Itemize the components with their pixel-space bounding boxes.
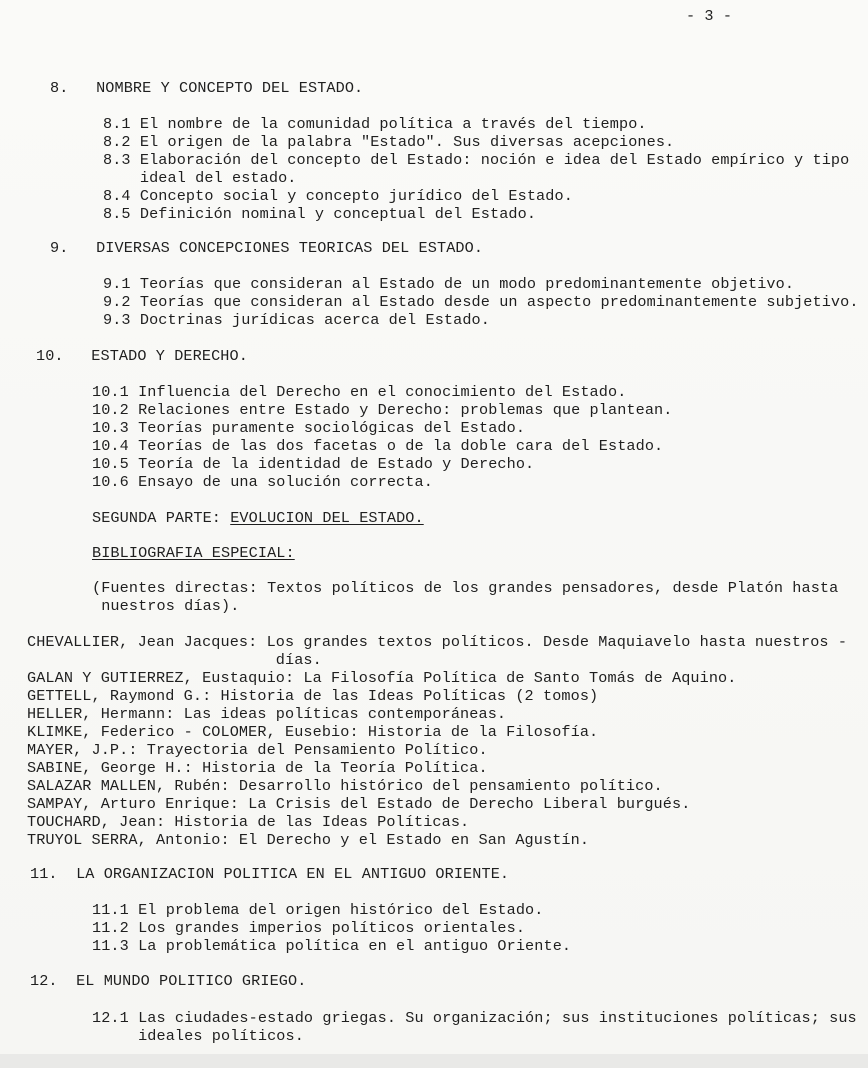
section-8-item: 8.5 Definición nominal y conceptual del Estado. [103,205,537,223]
bibliography-entry: HELLER, Hermann: Las ideas políticas contemporáneas. [27,705,507,723]
section-10-item: 10.1 Influencia del Derecho en el conocimiento del Estado. [92,383,627,401]
section-12-item: 12.1 Las ciudades-estado griegas. Su organización; sus instituciones políticas; sus [92,1009,857,1027]
section-11-item: 11.3 La problemática política en el antiguo Oriente. [92,937,572,955]
segunda-parte-heading [92,510,424,528]
bibliografia-note: (Fuentes directas: Textos políticos de los grandes pensadores, desde Platón hasta [92,579,839,597]
segunda-parte-prefix: SEGUNDA PARTE: [92,509,231,527]
section-10-title: 10. ESTADO Y DERECHO. [36,347,248,365]
section-8-item: 8.1 El nombre de la comunidad política a través del tiempo. [103,115,647,133]
section-8-item: 8.4 Concepto social y concepto jurídico del Estado. [103,187,573,205]
section-11-title: 11. LA ORGANIZACION POLITICA EN EL ANTIGUO ORIENTE. [30,865,510,883]
bibliography-entry: SALAZAR MALLEN, Rubén: Desarrollo histórico del pensamiento político. [27,777,663,795]
page-number: - 3 - [686,7,733,25]
section-10-item: 10.3 Teorías puramente sociológicas del Estado. [92,419,526,437]
bibliography-entry: TRUYOL SERRA, Antonio: El Derecho y el Estado en San Agustín. [27,831,590,849]
bibliography-entry: CHEVALLIER, Jean Jacques: Los grandes textos políticos. Desde Maquiavelo hasta nuestros - [27,633,848,651]
section-10-item: 10.5 Teoría de la identidad de Estado y Derecho. [92,455,535,473]
bibliography-entry: MAYER, J.P.: Trayectoria del Pensamiento Político. [27,741,488,759]
section-8-item: 8.2 El origen de la palabra "Estado". Sus diversas acepciones. [103,133,675,151]
section-9-item: 9.2 Teorías que consideran al Estado desde un aspecto predominantemente subjetivo. [103,293,859,311]
bibliography-entry: SAMPAY, Arturo Enrique: La Crisis del Estado de Derecho Liberal burgués. [27,795,691,813]
bibliography-entry: GETTELL, Raymond G.: Historia de las Ideas Políticas (2 tomos) [27,687,599,705]
bibliografia-note-continuation: nuestros días). [92,597,240,615]
section-9-title: 9. DIVERSAS CONCEPCIONES TEORICAS DEL ESTADO. [50,239,484,257]
page-bottom-edge [0,1054,868,1068]
section-11-item: 11.2 Los grandes imperios políticos orientales. [92,919,526,937]
section-9-item: 9.1 Teorías que consideran al Estado de un modo predominantemente objetivo. [103,275,795,293]
section-12-title: 12. EL MUNDO POLITICO GRIEGO. [30,972,307,990]
section-8-title: 8. NOMBRE Y CONCEPTO DEL ESTADO. [50,79,364,97]
segunda-parte-title: EVOLUCION DEL ESTADO. [230,509,424,527]
bibliography-entry: KLIMKE, Federico - COLOMER, Eusebio: Historia de la Filosofía. [27,723,599,741]
bibliography-entry-continuation: días. [27,651,322,669]
section-10-item: 10.2 Relaciones entre Estado y Derecho: problemas que plantean. [92,401,673,419]
section-8-item-continuation: ideal del estado. [103,169,297,187]
bibliografia-title: BIBLIOGRAFIA ESPECIAL: [92,544,295,562]
section-10-item: 10.4 Teorías de las dos facetas o de la doble cara del Estado. [92,437,664,455]
section-10-item: 10.6 Ensayo de una solución correcta. [92,473,433,491]
section-8-item: 8.3 Elaboración del concepto del Estado: noción e idea del Estado empírico y tipo [103,151,850,169]
section-12-item-continuation: ideales políticos. [92,1027,304,1045]
section-9-item: 9.3 Doctrinas jurídicas acerca del Estado. [103,311,490,329]
bibliography-entry: TOUCHARD, Jean: Historia de las Ideas Políticas. [27,813,470,831]
bibliography-entry: SABINE, George H.: Historia de la Teoría Política. [27,759,488,777]
bibliography-entry: GALAN Y GUTIERREZ, Eustaquio: La Filosofía Política de Santo Tomás de Aquino. [27,669,737,687]
section-11-item: 11.1 El problema del origen histórico del Estado. [92,901,544,919]
